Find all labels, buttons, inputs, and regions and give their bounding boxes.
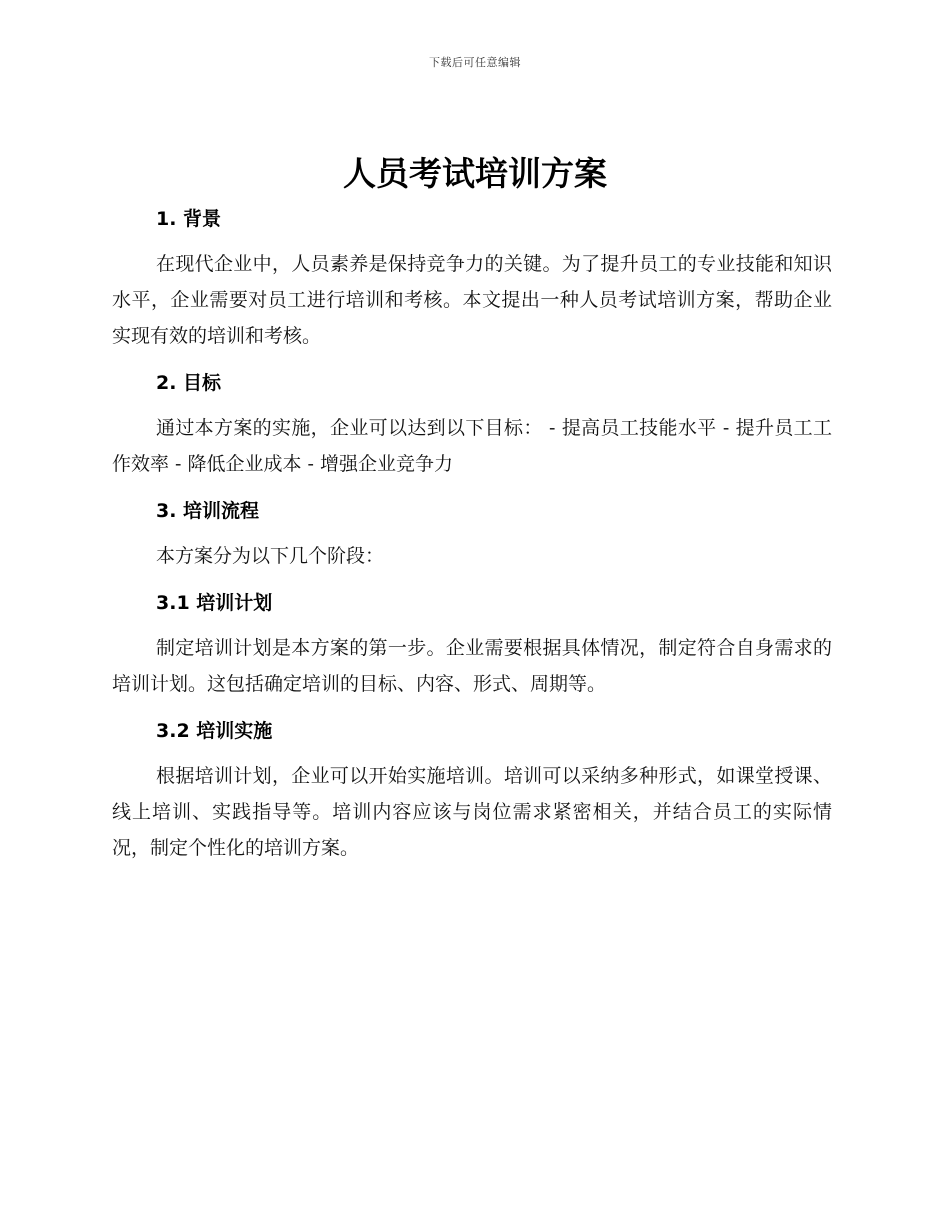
document-body: [112, 200, 832, 876]
section-heading: 3. 培训流程: [156, 500, 260, 522]
section-training-plan: [112, 584, 832, 702]
section-paragraph: 制定培训计划是本方案的第一步。企业需要根据具体情况，制定符合自身需求的培训计划。这包括确定培训的目标、内容、形式、周期等。: [112, 637, 832, 695]
document-title: 人员考试培训方案: [343, 154, 607, 193]
section-background: [112, 200, 832, 354]
section-heading: 3.2 培训实施: [156, 720, 273, 742]
section-goals: [112, 364, 832, 482]
section-heading: 3.1 培训计划: [156, 592, 273, 614]
section-paragraph: 通过本方案的实施，企业可以达到以下目标： - 提高员工技能水平 - 提升员工工作效率 - 降低企业成本 - 增强企业竞争力: [112, 417, 832, 475]
section-paragraph: 在现代企业中，人员素养是保持竞争力的关键。为了提升员工的专业技能和知识水平，企业需要对员工进行培训和考核。本文提出一种人员考试培训方案，帮助企业实现有效的培训和考核。: [112, 253, 832, 347]
section-training-implementation: [112, 712, 832, 866]
section-training-process: [112, 492, 832, 574]
section-paragraph: 本方案分为以下几个阶段：: [156, 545, 385, 567]
section-paragraph: 根据培训计划，企业可以开始实施培训。培训可以采纳多种形式，如课堂授课、线上培训、实践指导等。培训内容应该与岗位需求紧密相关，并结合员工的实际情况，制定个性化的培训方案。: [112, 765, 832, 859]
section-heading: 2. 目标: [156, 372, 222, 394]
section-heading: 1. 背景: [156, 208, 222, 230]
header-note: 下载后可任意编辑: [429, 56, 521, 69]
